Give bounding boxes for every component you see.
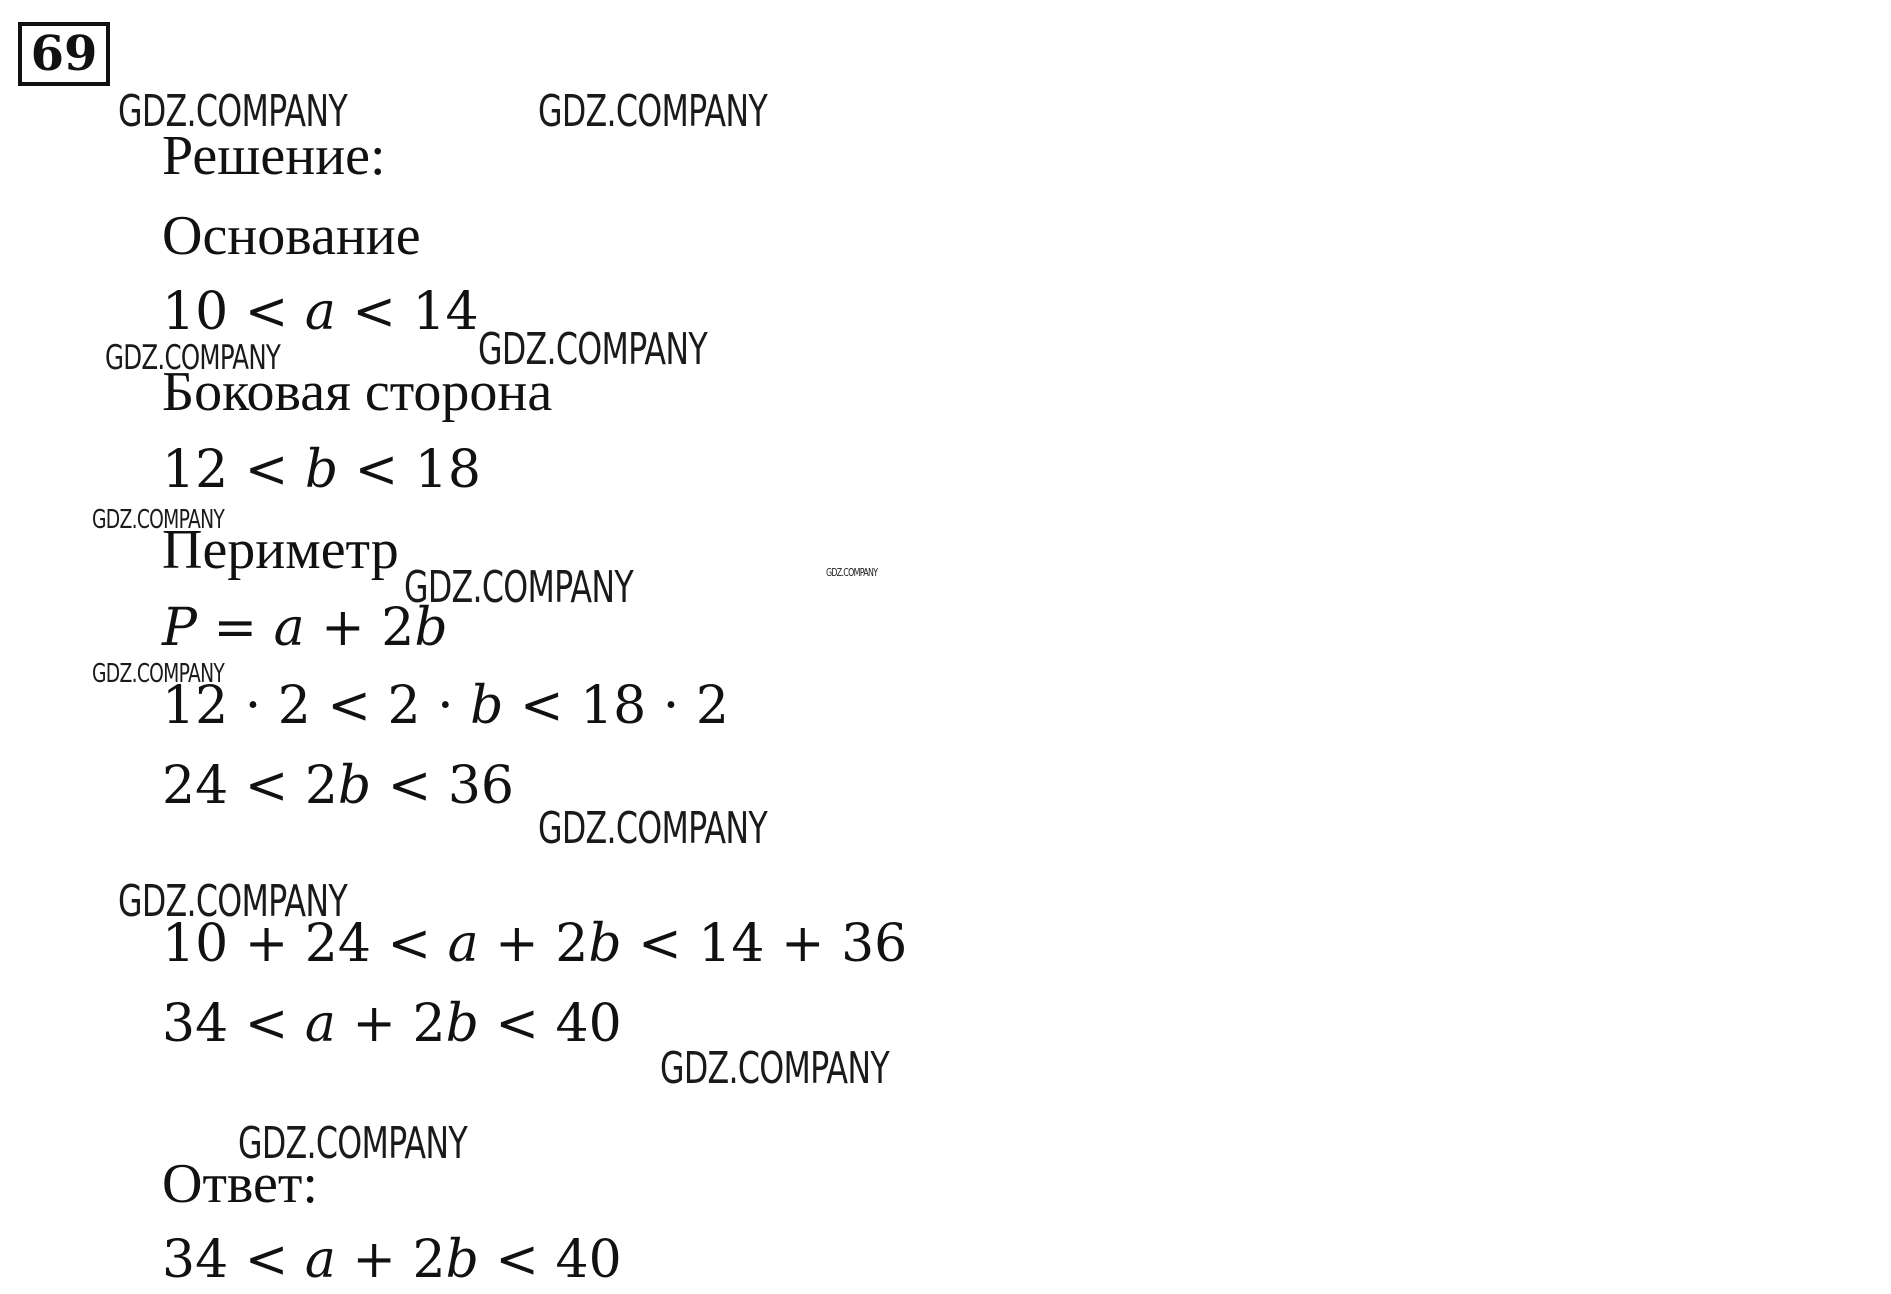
- problem-number-box: 69: [18, 22, 110, 86]
- watermark: GDZ.COMPANY: [118, 86, 347, 137]
- multiplication-step: 12 · 2 < 2 · b < 18 · 2: [162, 676, 729, 736]
- watermark: GDZ.COMPANY: [538, 803, 767, 854]
- answer-inequality: 34 < a + 2b < 40: [162, 1230, 622, 1290]
- watermark: GDZ.COMPANY: [92, 659, 225, 689]
- watermark: GDZ.COMPANY: [404, 562, 633, 613]
- watermark: GDZ.COMPANY: [105, 338, 281, 378]
- watermark: GDZ.COMPANY: [826, 566, 878, 579]
- watermark: GDZ.COMPANY: [660, 1043, 889, 1094]
- base-label: Основание: [162, 205, 421, 267]
- doubled-side-inequality: 24 < 2b < 36: [162, 756, 515, 816]
- sum-step: 10 + 24 < a + 2b < 14 + 36: [162, 914, 908, 974]
- sum-result: 34 < a + 2b < 40: [162, 994, 622, 1054]
- watermark: GDZ.COMPANY: [92, 505, 225, 535]
- watermark: GDZ.COMPANY: [118, 876, 347, 927]
- watermark: GDZ.COMPANY: [538, 86, 767, 137]
- answer-label: Ответ:: [162, 1153, 318, 1215]
- watermark: GDZ.COMPANY: [478, 324, 707, 375]
- solution-title: Решение:: [162, 125, 386, 187]
- side-inequality: 12 < b < 18: [162, 440, 481, 500]
- perimeter-label: Периметр: [162, 519, 399, 581]
- base-inequality: 10 < a < 14: [162, 282, 479, 342]
- perimeter-formula: P = a + 2b: [162, 598, 448, 658]
- watermark: GDZ.COMPANY: [238, 1118, 467, 1169]
- side-label: Боковая сторона: [162, 361, 553, 423]
